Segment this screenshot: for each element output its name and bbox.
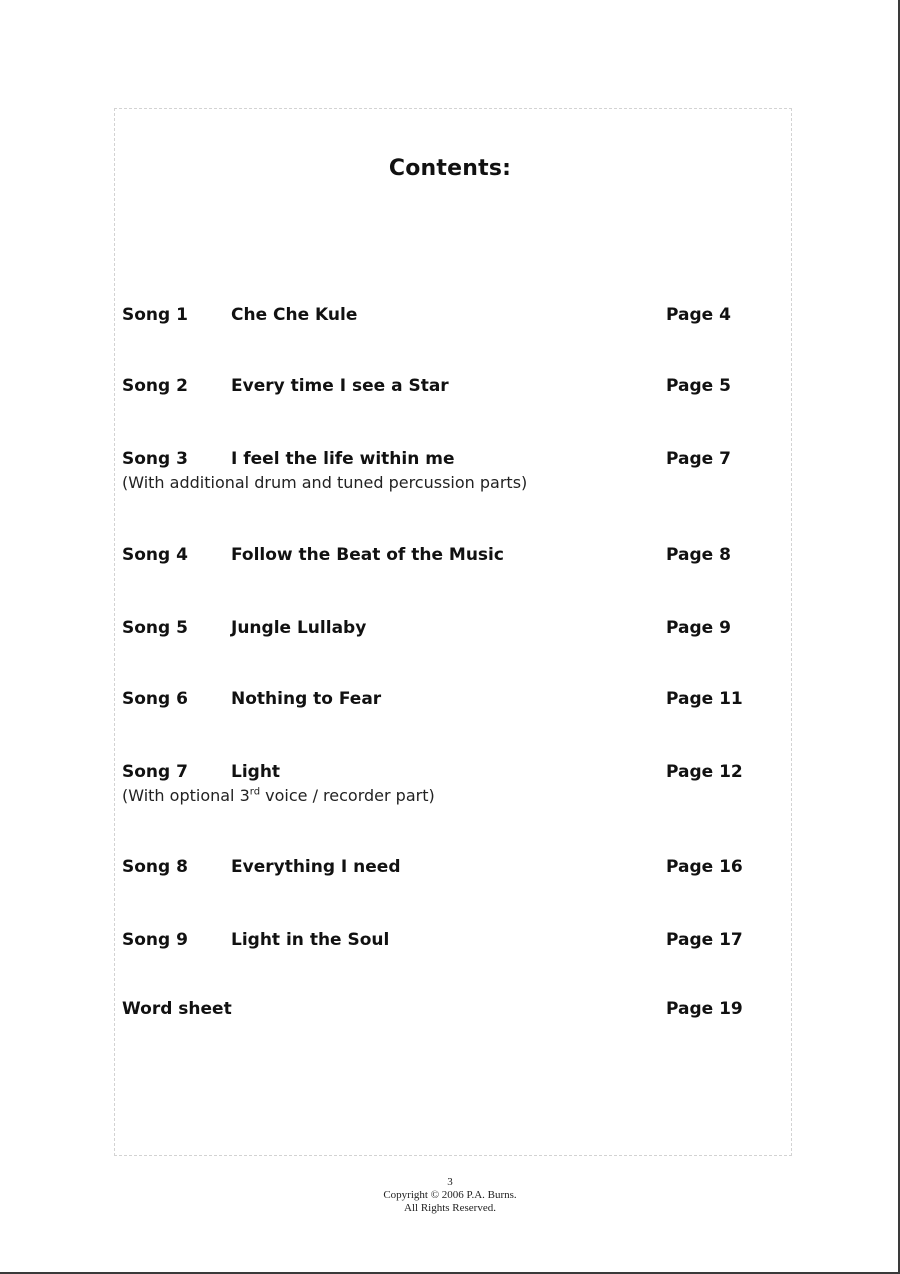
song-number: Song 9 bbox=[122, 930, 188, 950]
entry-label: Word sheet bbox=[122, 999, 232, 1019]
toc-entry-song-8 bbox=[0, 857, 900, 881]
note-text-start: (With optional 3 bbox=[122, 786, 250, 805]
song-title: I feel the life within me bbox=[231, 449, 455, 469]
song-7-note bbox=[122, 786, 435, 805]
page-number: 3 bbox=[447, 1176, 453, 1188]
page-reference: Page 17 bbox=[666, 930, 743, 950]
page-reference: Page 8 bbox=[666, 545, 731, 565]
song-title: Light in the Soul bbox=[231, 930, 390, 950]
page-reference: Page 16 bbox=[666, 857, 743, 877]
page-footer bbox=[0, 1176, 900, 1215]
rights-line: All Rights Reserved. bbox=[404, 1202, 496, 1214]
toc-entry-song-3 bbox=[0, 449, 900, 473]
copyright-line: Copyright © 2006 P.A. Burns. bbox=[383, 1189, 517, 1201]
song-title: Everything I need bbox=[231, 857, 401, 877]
page-reference: Page 12 bbox=[666, 762, 743, 782]
page-reference: Page 19 bbox=[666, 999, 743, 1019]
toc-entry-song-5 bbox=[0, 618, 900, 642]
song-3-note: (With additional drum and tuned percussion parts) bbox=[122, 473, 528, 492]
toc-entry-song-2 bbox=[0, 376, 900, 400]
song-number: Song 4 bbox=[122, 545, 188, 565]
note-text-end: voice / recorder part) bbox=[260, 786, 435, 805]
page-reference: Page 7 bbox=[666, 449, 731, 469]
song-number: Song 2 bbox=[122, 376, 188, 396]
page-title: Contents: bbox=[388, 156, 512, 181]
song-title: Every time I see a Star bbox=[231, 376, 449, 396]
song-title: Follow the Beat of the Music bbox=[231, 545, 504, 565]
page-reference: Page 4 bbox=[666, 305, 731, 325]
song-number: Song 5 bbox=[122, 618, 188, 638]
song-number: Song 8 bbox=[122, 857, 188, 877]
song-number: Song 6 bbox=[122, 689, 188, 709]
toc-entry-song-9 bbox=[0, 930, 900, 954]
song-number: Song 1 bbox=[122, 305, 188, 325]
page-reference: Page 11 bbox=[666, 689, 743, 709]
page-reference: Page 9 bbox=[666, 618, 731, 638]
toc-entry-song-6 bbox=[0, 689, 900, 713]
toc-entry-song-4 bbox=[0, 545, 900, 569]
note-superscript: rd bbox=[249, 786, 261, 798]
song-title: Jungle Lullaby bbox=[231, 618, 367, 638]
song-title: Che Che Kule bbox=[231, 305, 358, 325]
song-title: Nothing to Fear bbox=[231, 689, 382, 709]
song-number: Song 3 bbox=[122, 449, 188, 469]
page-reference: Page 5 bbox=[666, 376, 731, 396]
toc-entry-word-sheet bbox=[0, 999, 900, 1023]
song-number: Song 7 bbox=[122, 762, 188, 782]
song-title: Light bbox=[231, 762, 281, 782]
toc-entry-song-7 bbox=[0, 762, 900, 786]
toc-entry-song-1 bbox=[0, 305, 900, 329]
